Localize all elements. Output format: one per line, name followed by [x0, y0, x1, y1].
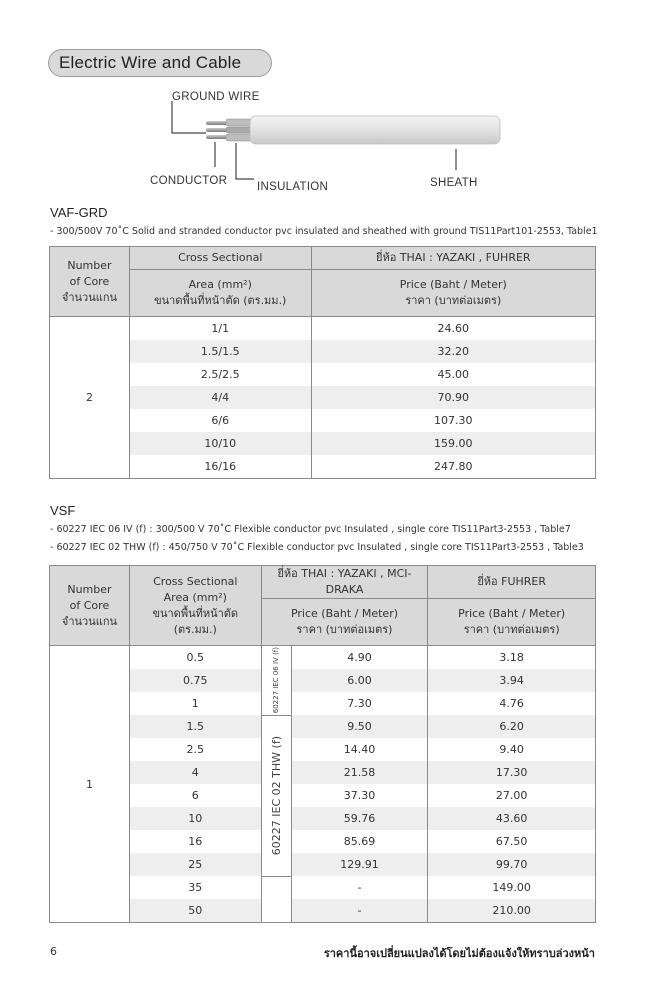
- table-cell: 210.00: [428, 899, 596, 923]
- table-cell: 9.40: [428, 738, 596, 761]
- price-fuhrer-header: Price (Baht / Meter) ราคา (บาทต่อเมตร): [428, 599, 596, 646]
- standard-label-cell: [261, 876, 291, 923]
- table-cell: 7.30: [291, 692, 428, 715]
- table-cell: 159.00: [311, 432, 595, 455]
- table-cell: 1.5/1.5: [129, 340, 311, 363]
- area-header: Cross Sectional: [129, 247, 311, 270]
- table-cell: 32.20: [311, 340, 595, 363]
- table-cell: 1.5: [129, 715, 261, 738]
- table-cell: 6/6: [129, 409, 311, 432]
- brand-header: ยี่ห้อ THAI : YAZAKI , FUHRER: [311, 247, 595, 270]
- area-subheader: Area (mm²) ขนาดพื้นที่หน้าตัด (ตร.มม.): [129, 270, 311, 317]
- core-count-cell: 2: [50, 317, 130, 479]
- table-cell: 35: [129, 876, 261, 899]
- section-title-pill: [48, 49, 272, 77]
- table-cell: 70.90: [311, 386, 595, 409]
- table-cell: 99.70: [428, 853, 596, 876]
- price-thai-header: Price (Baht / Meter) ราคา (บาทต่อเมตร): [261, 599, 428, 646]
- table-cell: 107.30: [311, 409, 595, 432]
- core-header: Number of Core จำนวนแกน: [50, 247, 130, 317]
- brand-fuhrer-header: ยี่ห้อ FUHRER: [428, 566, 596, 599]
- vaf-description: - 300/500V 70˚C Solid and stranded conductor pvc insulated and sheathed with ground TIS11Part101-2553, Table1: [50, 226, 598, 237]
- table-cell: 1: [129, 692, 261, 715]
- table-cell: 3.94: [428, 669, 596, 692]
- table-cell: 10/10: [129, 432, 311, 455]
- table-cell: 6: [129, 784, 261, 807]
- table-cell: 27.00: [428, 784, 596, 807]
- ground-wire-label: GROUND WIRE: [172, 91, 260, 103]
- table-cell: 67.50: [428, 830, 596, 853]
- cable-diagram: [140, 85, 510, 197]
- table-cell: 4.90: [291, 646, 428, 670]
- standard-label: 60227 IEC 02 THW (f): [269, 735, 283, 856]
- table-cell: 247.80: [311, 455, 595, 479]
- core-header: Number of Core จำนวนแกน: [50, 566, 130, 646]
- table-cell: -: [291, 876, 428, 899]
- price-header: Price (Baht / Meter) ราคา (บาทต่อเมตร): [311, 270, 595, 317]
- table-cell: 10: [129, 807, 261, 830]
- table-cell: 85.69: [291, 830, 428, 853]
- vsf-price-table: [49, 565, 596, 923]
- table-cell: 6.20: [428, 715, 596, 738]
- table-cell: 21.58: [291, 761, 428, 784]
- price-disclaimer: ราคานี้อาจเปลี่ยนแปลงได้โดยไม่ต้องแจ้งให้ทราบล่วงหน้า: [323, 947, 595, 960]
- cable-illustration: [206, 116, 500, 144]
- table-cell: 37.30: [291, 784, 428, 807]
- table-cell: 4/4: [129, 386, 311, 409]
- table-cell: 16/16: [129, 455, 311, 479]
- table-cell: 45.00: [311, 363, 595, 386]
- table-cell: 2.5/2.5: [129, 363, 311, 386]
- vaf-title: VAF-GRD: [50, 205, 108, 220]
- vsf-description-1: - 60227 IEC 06 IV (f) : 300/500 V 70˚C Flexible conductor pvc Insulated , single core TIS11Part3-2553 , Table7: [50, 524, 571, 535]
- table-cell: 24.60: [311, 317, 595, 341]
- table-cell: 16: [129, 830, 261, 853]
- insulation-label: INSULATION: [257, 181, 329, 193]
- table-cell: 9.50: [291, 715, 428, 738]
- table-cell: 2.5: [129, 738, 261, 761]
- table-cell: 0.75: [129, 669, 261, 692]
- standard-label-cell: [261, 646, 291, 716]
- table-cell: 50: [129, 899, 261, 923]
- page-title: Electric Wire and Cable: [59, 53, 242, 72]
- table-cell: 17.30: [428, 761, 596, 784]
- table-cell: 25: [129, 853, 261, 876]
- brand-thai-header: ยี่ห้อ THAI : YAZAKI , MCI-DRAKA: [261, 566, 428, 599]
- vsf-description-2: - 60227 IEC 02 THW (f) : 450/750 V 70˚C Flexible conductor pvc Insulated , single core TIS11Part3-2553 , Table3: [50, 542, 584, 553]
- table-cell: 4: [129, 761, 261, 784]
- table-cell: 4.76: [428, 692, 596, 715]
- vaf-price-table: [49, 246, 596, 479]
- table-cell: -: [291, 899, 428, 923]
- page-number: 6: [50, 945, 57, 958]
- table-cell: 43.60: [428, 807, 596, 830]
- table-cell: 14.40: [291, 738, 428, 761]
- table-cell: 149.00: [428, 876, 596, 899]
- table-cell: 3.18: [428, 646, 596, 670]
- standard-label: 60227 IEC 06 IV (f): [272, 647, 281, 714]
- table-cell: 1/1: [129, 317, 311, 341]
- table-cell: 6.00: [291, 669, 428, 692]
- vsf-title: VSF: [50, 503, 76, 518]
- area-header: Cross Sectional Area (mm²) ขนาดพื้นที่หน้าตัด (ตร.มม.): [129, 566, 261, 646]
- core-count-cell: 1: [50, 646, 130, 923]
- standard-label-cell: [261, 715, 291, 876]
- table-cell: 129.91: [291, 853, 428, 876]
- sheath-label: SHEATH: [430, 177, 478, 189]
- table-cell: 0.5: [129, 646, 261, 670]
- table-cell: 59.76: [291, 807, 428, 830]
- conductor-label: CONDUCTOR: [150, 175, 228, 187]
